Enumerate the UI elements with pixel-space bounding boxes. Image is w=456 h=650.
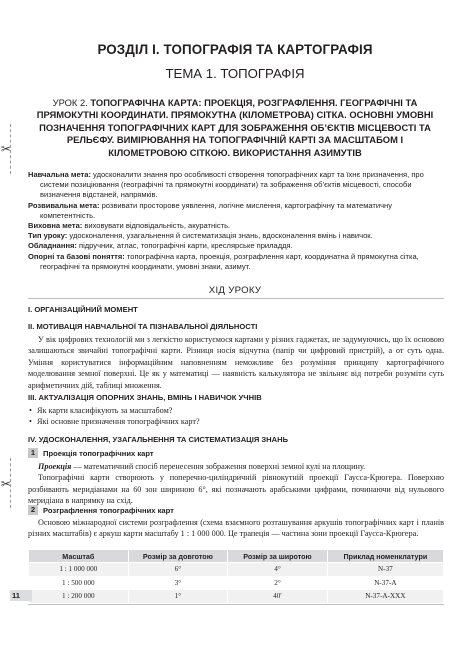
paragraph (28, 461, 444, 472)
table-cell: 2° (228, 576, 328, 590)
section-title: РОЗДІЛ I. ТОПОГРАФІЯ ТА КАРТОГРАФІЯ (97, 42, 373, 57)
goal-label: Розвивальна мета: (28, 200, 100, 210)
definition: — математичний спосіб перенесення зображення поверхні земної кулі на площину. (71, 462, 366, 471)
table-cell: N-37-А (327, 576, 443, 590)
key-concepts (28, 252, 444, 272)
gridding-text (28, 517, 444, 540)
table-row (29, 563, 444, 577)
table-header: Масштаб (29, 550, 129, 563)
subsection-number: 2 (28, 505, 38, 515)
subsection-title: Розграфлення топографічних карт (43, 505, 174, 515)
page-number: 11 (10, 590, 32, 601)
goal-label: Тип уроку: (28, 231, 68, 241)
lesson-topic: ТОПОГРАФІЧНА КАРТА: ПРОЕКЦІЯ, РОЗГРАФЛЕННЯ. ГЕОГРАФІЧНІ ТА ПРЯМОКУТНІ КООРДИНАТИ. ПРЯМОКУТНА (КІЛОМЕТРОВА) СІТКА. ОСНОВНІ УМОВНІ ПОЗНАЧЕННЯ ТОПОГРАФІЧНИХ КАРТ ДЛЯ ЗОБРАЖЕННЯ ОБ’ЄКТІВ МІСЦЕВОСТІ ТА РЕЛЬЄФУ. ВИМІРЮВАННЯ НА ТОПОГРАФІЧНІЙ КАРТІ ЗА МАСШТАБОМ І КІЛОМЕТРОВОЮ СІТКОЮ. ВИКОРИСТАННЯ АЗИМУТІВ (36, 97, 434, 158)
goal-text: розвивати просторове уявлення, логічне мислення, картографічну та математичну компетентність. (40, 200, 392, 220)
table-cell: 1 : 200 000 (29, 590, 129, 604)
table-header-row (29, 550, 444, 563)
goal-learning (28, 170, 444, 201)
table-cell: 40′ (228, 590, 328, 604)
goal-label: Виховна мета: (28, 221, 83, 231)
section-heading-4: IV. УДОСКОНАЛЕННЯ, УЗАГАЛЬНЕННЯ ТА СИСТЕМАТИЗАЦІЯ ЗНАНЬ (28, 435, 289, 444)
question-list (28, 405, 444, 427)
table-header: Розмір за довготою (128, 550, 228, 563)
table-header: Розмір за широтою (228, 550, 328, 563)
subsection-number: 1 (28, 448, 38, 458)
equipment (28, 241, 444, 251)
goal-text: топографічна карта, проекція, розграфлення карт, координатна й прямокутна сітка, географічні та прямокутні координати, умовні знаки, азимут. (40, 251, 419, 271)
table-cell: 1 : 1 000 000 (29, 563, 129, 577)
lesson-goals (28, 170, 444, 272)
table-cell: 6° (128, 563, 228, 577)
subsection-title: Проекція топографічних карт (43, 448, 154, 458)
table-row (29, 590, 444, 604)
motivation-text (28, 334, 444, 391)
goal-label: Навчальна мета: (28, 170, 91, 179)
cut-line (10, 124, 11, 174)
lesson-prefix: УРОК 2. (52, 97, 91, 108)
table-bottom-rule (28, 604, 444, 605)
table-cell: 1 : 500 000 (29, 576, 129, 590)
table-header: Приклад номенклатури (327, 550, 443, 563)
goal-text: підручник, атлас, топографічні карти, креслярське приладдя. (76, 241, 293, 251)
goal-text: удосконалити знання про особливості створення топографічних карт та їхнє призначення, про системи позиціювання (географічні та прямокутні координати) та зображення об’єктів місцевості, способи визначення відстаней, напрямків. (40, 170, 424, 200)
paragraph: У вік цифрових технологій ми з легкістю користуємося картами у різних гаджетах, не задумуючись, що їх основою залишаються звичайні топографічні карти. Різниця носія відчутна (папір чи цифровий пристрій), а от суть одна. Уміння користуватися інформаційним наповненням неможливе без розуміння принципу картографічного моделювання земної поверхні. Це як у математиці — наявність калькулятора не звільняє від потреби розуміти суть арифметичних дій, таблиці множення. (28, 335, 444, 390)
table-cell: 4° (228, 563, 328, 577)
term: Проекція (38, 462, 72, 471)
scissors-icon: ✂ (1, 142, 12, 156)
scissors-icon: ✂ (1, 477, 12, 491)
goal-text: удосконалення, узагальнення й систематизація знань, вдосконалення вмінь і навичок. (67, 231, 373, 241)
goal-text: виховувати відповідальність, акуратність. (82, 221, 231, 231)
paragraph: Топографічні карти створюють у поперечно-циліндричній рівнокутній проекції Гаусса-Крюгера. Поверхню розбивають меридіанами на 60 зон шириною 6°, які позначають арабськими цифрами, починаючи від нульового меридіана в напрямку на схід. (28, 473, 444, 506)
theme-title: ТЕМА 1. ТОПОГРАФІЯ (165, 66, 305, 81)
paragraph: Основою міжнародної системи розграфлення (схема взаємного розташування аркушів топографічних карт і планів різних масштабів) є аркуш карти масштабу 1 : 1 000 000. Це трапеція — частина зони проекції Гаусса-Крюгера. (28, 518, 444, 539)
section-heading-3: III. АКТУАЛІЗАЦІЯ ОПОРНИХ ЗНАНЬ, ВМІНЬ І НАВИЧОК УЧНІВ (28, 393, 262, 402)
list-item: • Як карти класифікують за масштабом? (28, 405, 444, 416)
table-cell: N-37 (327, 563, 443, 577)
subsection-2-heading (28, 505, 174, 515)
cut-line (10, 458, 11, 508)
goal-educational (28, 221, 444, 231)
section-heading-2: II. МОТИВАЦІЯ НАВЧАЛЬНОЇ ТА ПІЗНАВАЛЬНОЇ ДІЯЛЬНОСТІ (28, 322, 258, 331)
projection-text (28, 461, 444, 507)
nomenclature-table (28, 549, 444, 604)
table-cell: 3° (128, 576, 228, 590)
goal-label: Обладнання: (28, 241, 77, 251)
lesson-progress-heading: ХІД УРОКУ (208, 285, 262, 296)
list-item: • Які основне призначення топографічних карт? (28, 416, 444, 427)
subsection-1-heading (28, 448, 154, 458)
table-cell: 1° (128, 590, 228, 604)
goal-developing (28, 201, 444, 221)
goal-label: Опорні та базові поняття: (28, 251, 125, 261)
table-row (29, 576, 444, 590)
lesson-type (28, 231, 444, 241)
table-cell: N-37-А-XXX (327, 590, 443, 604)
section-heading-1: I. ОРГАНІЗАЦІЙНИЙ МОМЕНТ (28, 305, 138, 314)
divider (28, 298, 444, 299)
lesson-title (32, 97, 438, 159)
